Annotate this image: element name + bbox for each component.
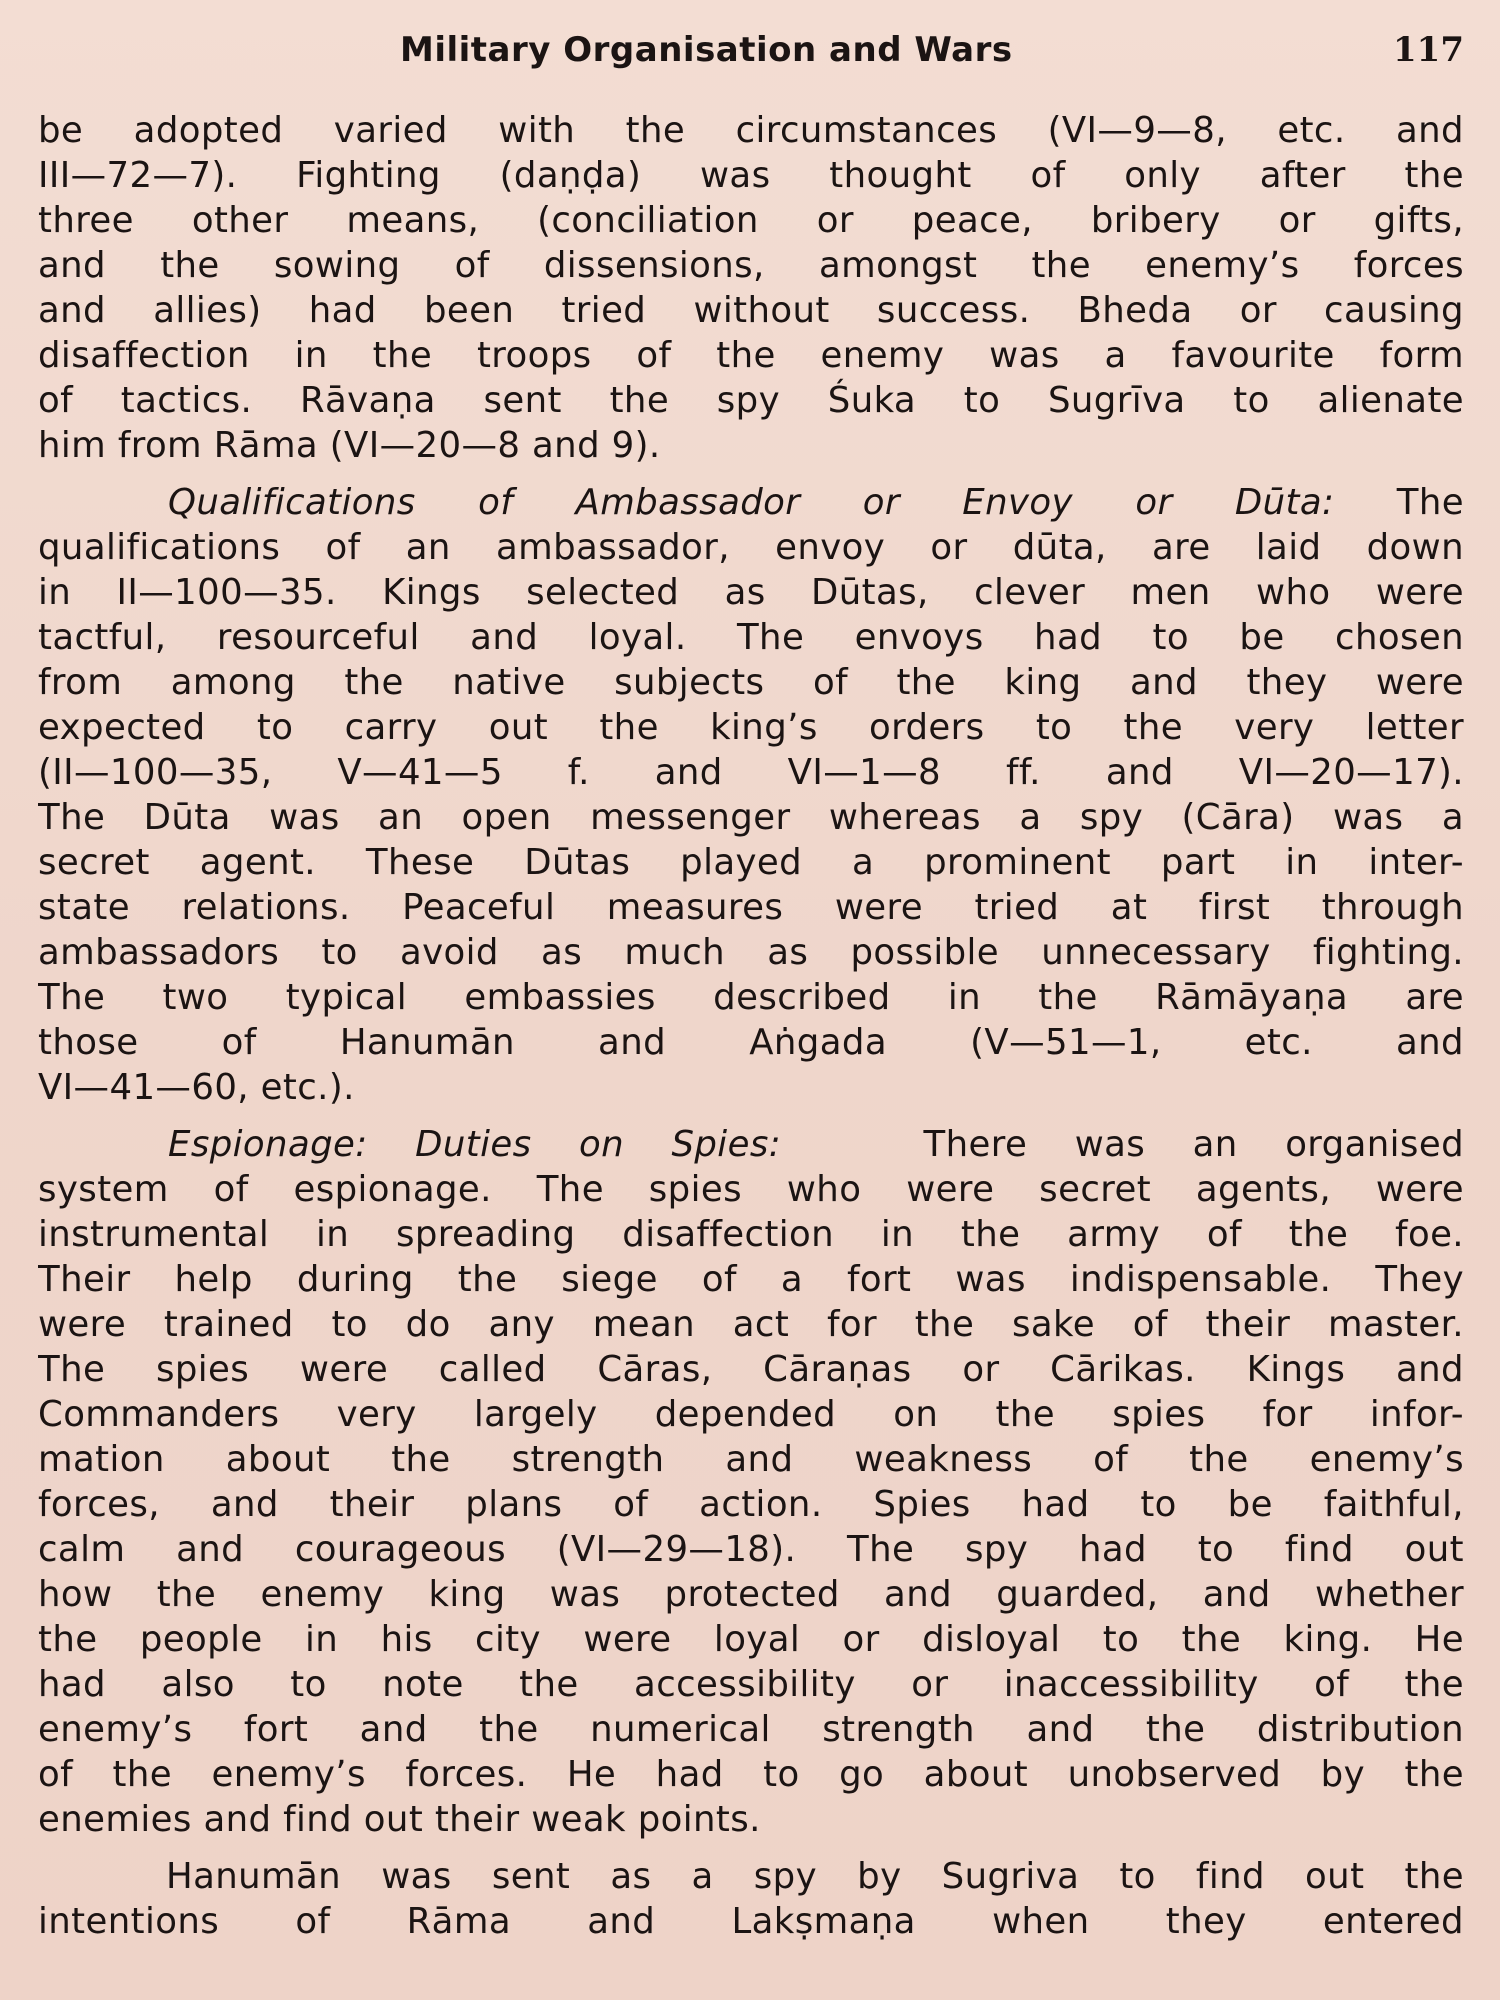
text-line: Hanumān was sent as a spy by Sugriva to find out the: [166, 1856, 1464, 1897]
text-line: ambassadors to avoid as much as possible unnecessary fighting.: [38, 932, 1464, 973]
text-line: The Dūta was an open messenger whereas a spy (Cāra) was a: [38, 797, 1464, 838]
text-line: state relations. Peaceful measures were tried at first through: [38, 887, 1464, 928]
text-line: mation about the strength and weakness of the enemy’s: [38, 1439, 1464, 1480]
text-line: (II—100—35, V—41—5 f. and VI—1—8 ff. and VI—20—17).: [38, 752, 1464, 793]
paragraph-continuation: [38, 108, 1464, 468]
text-line: intentions of Rāma and Lakṣmaṇa when they entered: [38, 1901, 1464, 1942]
text-line: enemies and find out their weak points.: [38, 1799, 761, 1840]
text-run: There was an organised: [923, 1124, 1464, 1165]
text-run: The: [1396, 482, 1464, 523]
text-line: VI—41—60, etc.).: [38, 1067, 355, 1108]
text-line: qualifications of an ambassador, envoy or dūta, are laid down: [38, 527, 1464, 568]
text-line: had also to note the accessibility or inaccessibility of the: [38, 1664, 1464, 1705]
text-line: expected to carry out the king’s orders to the very letter: [38, 707, 1464, 748]
text-line: secret agent. These Dūtas played a prominent part in inter-: [38, 842, 1464, 883]
text-line: were trained to do any mean act for the sake of their master.: [38, 1304, 1464, 1345]
body-text: [38, 108, 1464, 1944]
text-line: those of Hanumān and Aṅgada (V—51—1, etc. and: [38, 1022, 1464, 1063]
text-line: him from Rāma (VI—20—8 and 9).: [38, 425, 661, 466]
paragraph-first-line: [38, 480, 1464, 525]
text-line: the people in his city were loyal or disloyal to the king. He: [38, 1619, 1464, 1660]
running-head: Military Organisation and Wars: [400, 30, 1013, 70]
paragraph-first-line: [38, 1122, 1464, 1167]
text-line: Commanders very largely depended on the spies for infor-: [38, 1394, 1464, 1435]
page-number: 117: [1393, 30, 1464, 70]
text-line: three other means, (conciliation or peace, bribery or gifts,: [38, 200, 1464, 241]
section-heading-espionage: Espionage: Duties on Spies:: [168, 1124, 782, 1165]
text-line: of the enemy’s forces. He had to go about unobserved by the: [38, 1754, 1464, 1795]
text-line: and the sowing of dissensions, amongst the enemy’s forces: [38, 245, 1464, 286]
text-line: calm and courageous (VI—29—18). The spy had to find out: [38, 1529, 1464, 1570]
paragraph-ambassador: [38, 480, 1464, 1110]
text-line: enemy’s fort and the numerical strength and the distribution: [38, 1709, 1464, 1750]
page-header: [0, 28, 1500, 78]
text-line: of tactics. Rāvaṇa sent the spy Śuka to Sugrīva to alienate: [38, 380, 1464, 421]
text-line: how the enemy king was protected and guarded, and whether: [38, 1574, 1464, 1615]
text-line: Their help during the siege of a fort was indispensable. They: [38, 1259, 1464, 1300]
text-line: in II—100—35. Kings selected as Dūtas, clever men who were: [38, 572, 1464, 613]
text-line: forces, and their plans of action. Spies had to be faithful,: [38, 1484, 1464, 1525]
text-line: disaffection in the troops of the enemy was a favourite form: [38, 335, 1464, 376]
paragraph-hanuman: [38, 1854, 1464, 1944]
text-line: from among the native subjects of the king and they were: [38, 662, 1464, 703]
paragraph-espionage: [38, 1122, 1464, 1842]
text-line: be adopted varied with the circumstances (VI—9—8, etc. and: [38, 110, 1464, 151]
text-line: The two typical embassies described in the Rāmāyaṇa are: [38, 977, 1464, 1018]
text-line: The spies were called Cāras, Cāraṇas or Cārikas. Kings and: [38, 1349, 1464, 1390]
section-heading-ambassador: Qualifications of Ambassador or Envoy or Dūta:: [168, 482, 1335, 523]
text-line: and allies) had been tried without success. Bheda or causing: [38, 290, 1464, 331]
text-line: system of espionage. The spies who were secret agents, were: [38, 1169, 1464, 1210]
text-line: III—72—7). Fighting (daṇḍa) was thought of only after the: [38, 155, 1464, 196]
text-line: instrumental in spreading disaffection in the army of the foe.: [38, 1214, 1464, 1255]
text-line: tactful, resourceful and loyal. The envoys had to be chosen: [38, 617, 1464, 658]
